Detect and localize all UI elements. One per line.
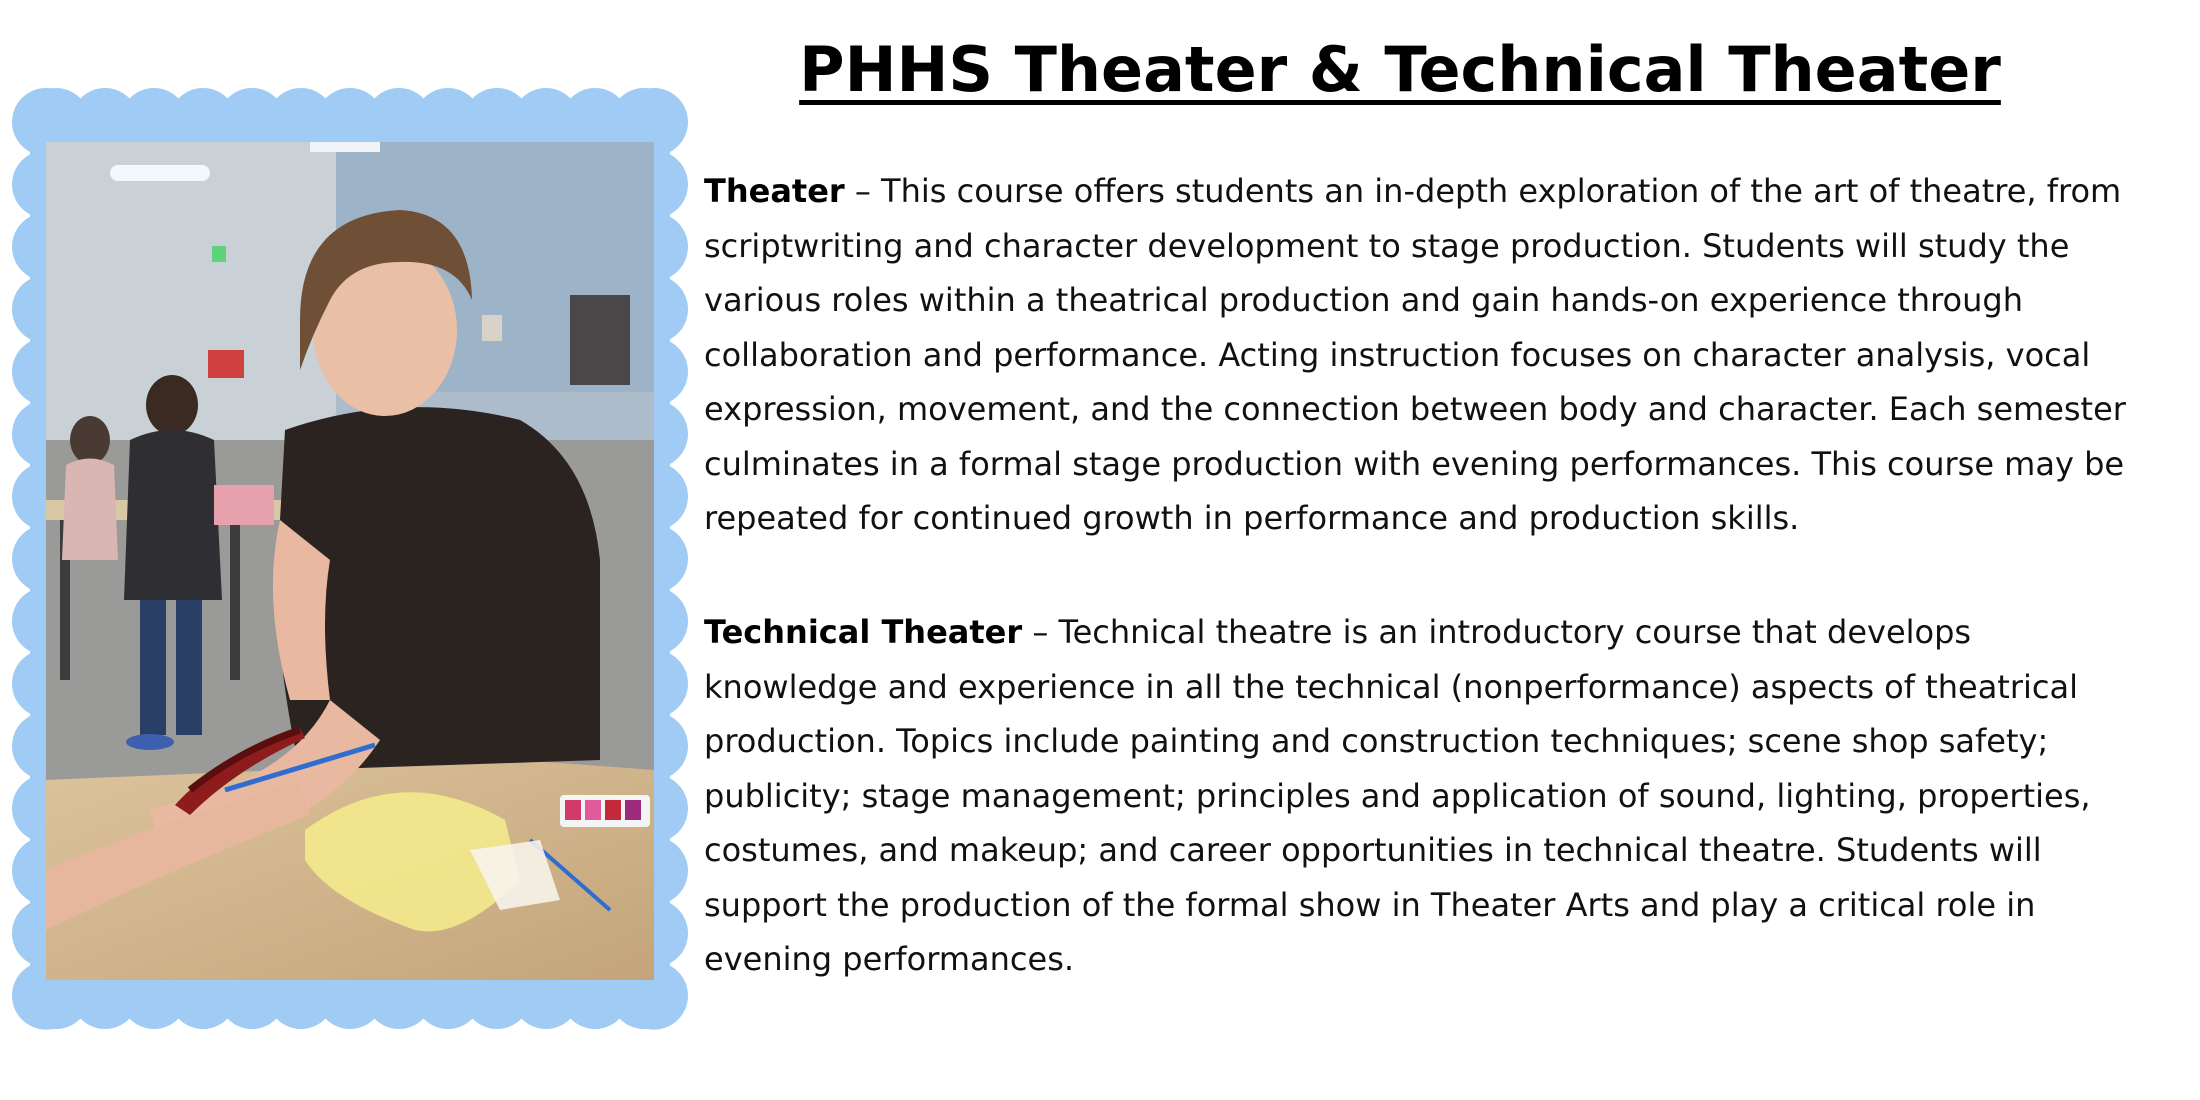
- course-name-theater: Theater: [704, 172, 845, 210]
- page-title: PHHS Theater & Technical Theater: [799, 33, 2001, 106]
- course-separator: –: [844, 172, 882, 210]
- classroom-photo: [46, 142, 654, 980]
- course-theater: [704, 164, 2144, 546]
- course-technical-theater: [704, 605, 2144, 987]
- course-separator: –: [1022, 613, 1059, 651]
- course-photo: [0, 0, 700, 1100]
- course-name-technical-theater: Technical Theater: [704, 613, 1023, 651]
- course-description-theater: This course offers students an in-depth exploration of the art of theatre, from scriptwriting and character development to stage production. Students will study the various roles within a theatrical production and gain hands-on experience through collaboration and performance. Acting instruction focuses on character analysis, vocal expression, movement, and the connection between body and character. Each semester culminates in a formal stage production with evening performances. This course may be repeated for continued growth in performance and production skills.: [704, 172, 2126, 537]
- course-description-technical-theater: Technical theatre is an introductory course that develops knowledge and experience in all the technical (nonperformance) aspects of theatrical production. Topics include painting and construction techniques; scene shop safety; publicity; stage management; principles and application of sound, lighting, properties, costumes, and makeup; and career opportunities in technical theatre. Students will support the production of the formal show in Theater Arts and play a critical role in evening performances.: [704, 613, 2091, 978]
